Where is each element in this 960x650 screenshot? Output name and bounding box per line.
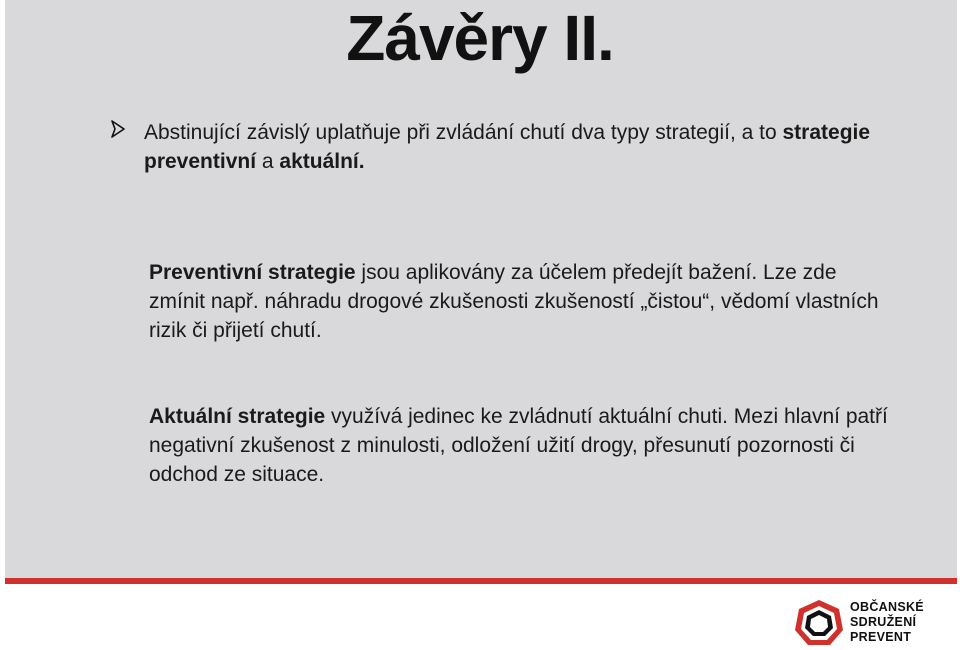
logo-line-2: SDRUŽENÍ (850, 615, 917, 629)
logo-line-1: OBČANSKÉ (850, 600, 924, 614)
paragraph-actual (149, 402, 889, 489)
paragraph-preventive (149, 258, 889, 345)
arrow-bullet-icon (108, 119, 128, 139)
paragraph-preventive-body: jsou aplikovány za účelem předejít bažení. Lze zde zmínit např. náhradu drogové zkušenosti zkušeností „čistou“, vědomí vlastních rizik či přijetí chutí. (149, 261, 879, 342)
bullet-text-part-2: a (256, 150, 280, 173)
bullet-bold-actual: aktuální. (279, 150, 365, 173)
bullet-text-part-1: Abstinující závislý uplatňuje při zvládání chutí dva typy strategií, a to (144, 121, 783, 144)
bullet-bold-preventive: strategie preventivní (144, 121, 871, 173)
paragraph-actual-lead: Aktuální strategie (149, 405, 326, 428)
prevent-logo-icon (790, 597, 848, 647)
prevent-logo-text (850, 600, 924, 645)
slide-title: Závěry II. (346, 2, 614, 74)
red-divider (5, 578, 957, 584)
paragraph-preventive-lead: Preventivní strategie (149, 261, 356, 284)
bullet-text (144, 118, 904, 176)
prevent-logo (790, 597, 930, 647)
paragraph-actual-body: využívá jedinec ke zvládnutí aktuální chuti. Mezi hlavní patří negativní zkušenost z minulosti, odložení užití drogy, přesunutí pozornosti či odchod ze situace. (149, 405, 888, 486)
logo-line-3: PREVENT (850, 630, 912, 644)
